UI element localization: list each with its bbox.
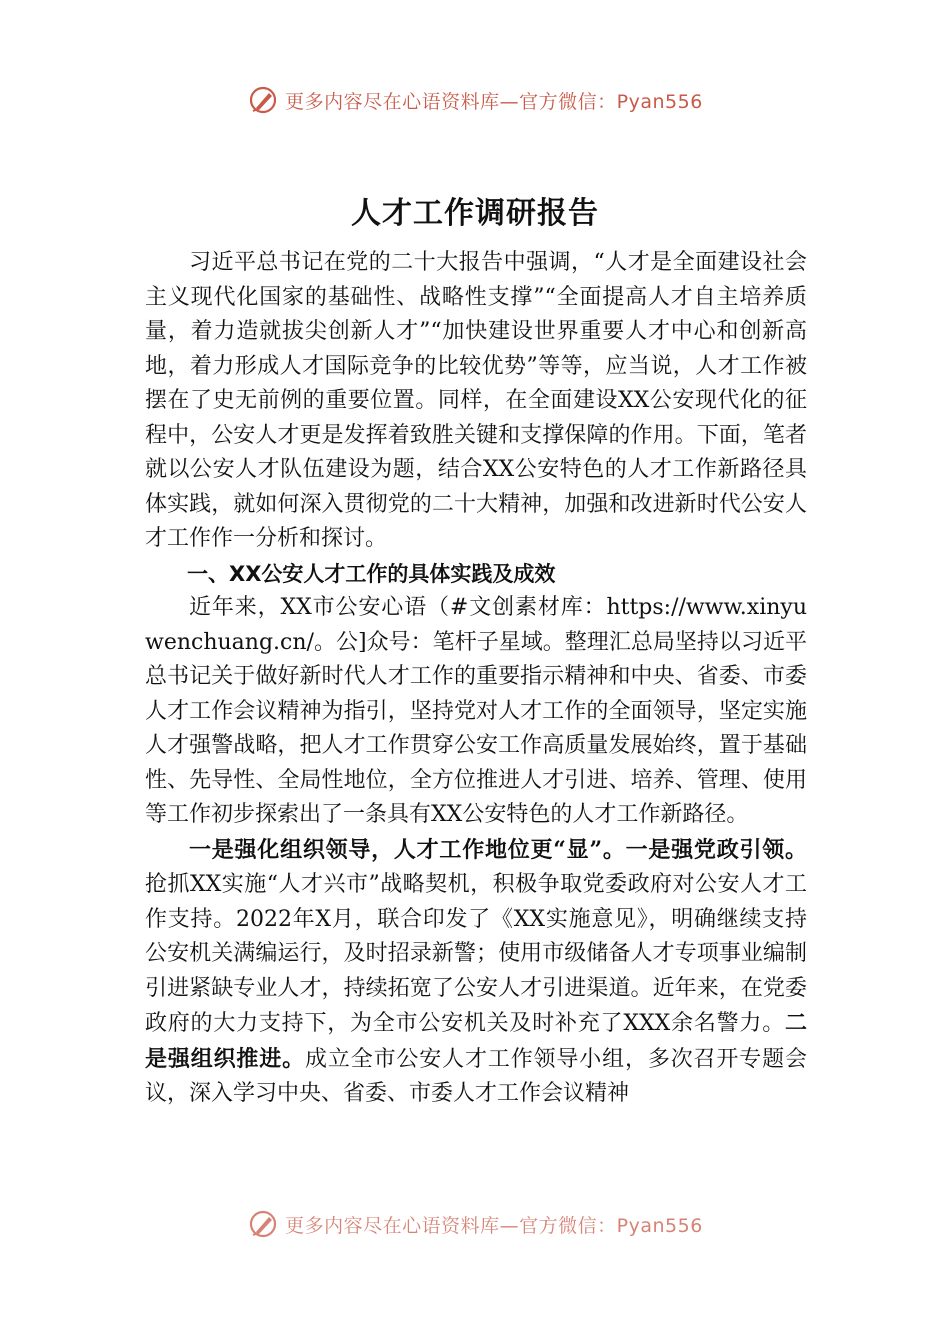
pen-logo-icon — [247, 84, 279, 116]
watermark-header — [0, 84, 950, 116]
watermark-text: 更多内容尽在心语资料库—官方微信：Pyan556 — [285, 90, 703, 113]
pen-logo-icon — [247, 1208, 279, 1240]
paragraph-text-2: 成立全市公安人才工作领导小组，多次召开专题会议，深入学习中央、省委、市委人才工作会议精神 — [145, 1046, 807, 1106]
paragraph-intro: 习近平总书记在党的二十大报告中强调，“人才是全面建设社会主义现代化国家的基础性、战略性支撑”“全面提高人才自主培养质量，着力造就拔尖创新人才”“加快建设世界重要人才中心和创新高地，着力形成人才国际竞争的比较优势”等等，应当说，人才工作被摆在了史无前例的重要位置。同样，在全面建设XX公安现代化的征程中，公安人才更是发挥着致胜关键和支撑保障的作用。下面，笔者就以公安人才队伍建设为题，结合XX公安特色的人才工作新路径具体实践，就如何深入贯彻党的二十大精神，加强和改进新时代公安人才工作作一分析和探讨。 — [145, 250, 807, 551]
paragraph-text-1: 抢抓XX实施“人才兴市”战略契机，积极争取党委政府对公安人才工作支持。2022年X月，联合印发了《XX实施意见》，明确继续支持公安机关满编运行，及时招录新警；使用市级储备人才专项事业编制引进紧缺专业人才，持续拓宽了公安人才引进渠道。近年来，在党委政府的大力支持下，为全市公安机关及时补充了XXX余名警力。 — [145, 872, 807, 1036]
section-heading-1: 一、XX公安人才工作的具体实践及成效 — [187, 561, 556, 586]
document-body — [145, 246, 807, 1112]
bold-lead-1: 一是强化组织领导，人才工作地位更“显”。一是强党政引领。 — [189, 836, 807, 863]
bold-lead-2: 二是强组织推进。 — [145, 1010, 807, 1072]
watermark-text: 更多内容尽在心语资料库—官方微信：Pyan556 — [285, 1214, 703, 1237]
paragraph-leadership — [145, 833, 807, 1112]
page-title: 人才工作调研报告 — [351, 196, 599, 231]
watermark-footer — [0, 1208, 950, 1240]
paragraph-practice: 近年来，XX市公安心语（#文创素材库：https://www.xinyuwenchuang.cn/。公]众号：笔杆子星域。整理汇总局坚持以习近平总书记关于做好新时代人才工作的重要指示精神和中央、省委、市委人才工作会议精神为指引，坚持党对人才工作的全面领导，坚定实施人才强警战略，把人才工作贯穿公安工作高质量发展始终，置于基础性、先导性、全局性地位，全方位推进人才引进、培养、管理、使用等工作初步探索出了一条具有XX公安特色的人才工作新路径。 — [145, 595, 807, 827]
